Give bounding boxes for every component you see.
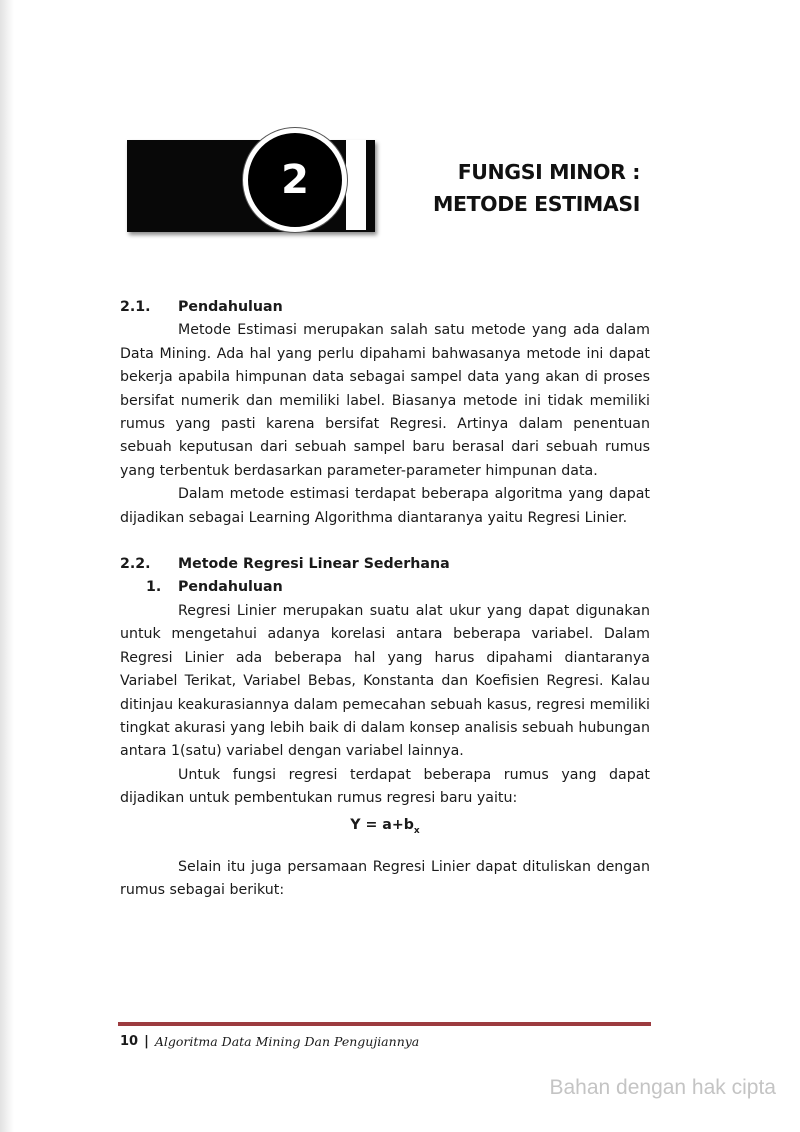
section-number: 2.2. (120, 556, 151, 573)
section-heading-2-2 (120, 553, 650, 576)
footer-separator: | (144, 1034, 149, 1049)
section-title: Metode Regresi Linear Sederhana (178, 556, 450, 573)
subsection-heading (120, 576, 650, 599)
paragraph: Metode Estimasi merupakan salah satu metode yang ada dalam Data Mining. Ada hal yang perlu dipahami bahwasanya metode ini dapat bekerja apabila himpunan data sebagai sampel data yang akan di proses bersifat numerik dan memiliki label. Biasanya metode ini tidak memiliki rumus yang pasti karena bersifat Regresi. Artinya dalam penentuan sebuah keputusan dari sebuah sampel baru berasal dari sebuah rumus yang terbentuk berdasarkan parameter-parameter himpunan data. (120, 322, 650, 479)
chapter-title-line2: METODE ESTIMASI (432, 192, 640, 216)
book-title: Algoritma Data Mining Dan Pengujiannya (154, 1034, 420, 1049)
chapter-number: 2 (281, 157, 309, 203)
paragraph: Dalam metode estimasi terdapat beberapa algoritma yang dapat dijadikan sebagai Learning Algorithma diantaranya yaitu Regresi Linier. (120, 486, 650, 526)
formula-subscript: x (413, 825, 420, 836)
formula-main: Y = a+b (350, 816, 414, 833)
subsection-title: Pendahuluan (178, 579, 283, 596)
page-number: 10 (120, 1034, 139, 1049)
page-edge-shadow (0, 0, 14, 1132)
chapter-title (398, 156, 640, 220)
chapter-banner-gap (346, 140, 366, 230)
section-title: Pendahuluan (178, 299, 283, 315)
page-footer (120, 1034, 419, 1049)
footer-rule (118, 1022, 651, 1026)
paragraph: Selain itu juga persamaan Regresi Linier dapat dituliskan dengan rumus sebagai berikut: (120, 858, 650, 899)
chapter-number-badge (243, 128, 347, 232)
paragraph: Untuk fungsi regresi terdapat beberapa rumus yang dapat dijadikan untuk pembentukan rumus regresi baru yaitu: (120, 766, 650, 807)
page-body (120, 296, 650, 903)
section-number: 2.1. (120, 299, 151, 315)
section-heading-2-1 (120, 296, 650, 319)
paragraph: Regresi Linier merupakan suatu alat ukur yang dapat digunakan untuk mengetahui adanya korelasi antara beberapa variabel. Dalam Regresi Linier ada beberapa hal yang harus dipahami diantaranya Variabel Terikat, Variabel Bebas, Konstanta dan Koefisien Regresi. Kalau ditinjau keakurasiannya dalam pemecahan sebuah kasus, regresi memiliki tingkat akurasi yang lebih baik di dalam konsep analisis sebuah hubungan antara 1(satu) variabel dengan variabel lainnya. (120, 602, 650, 760)
chapter-title-line1: FUNGSI MINOR : (457, 160, 640, 184)
subsection-number: 1. (146, 579, 162, 596)
copyright-watermark: Bahan dengan hak cipta (549, 1076, 776, 1099)
regression-formula (120, 814, 650, 843)
